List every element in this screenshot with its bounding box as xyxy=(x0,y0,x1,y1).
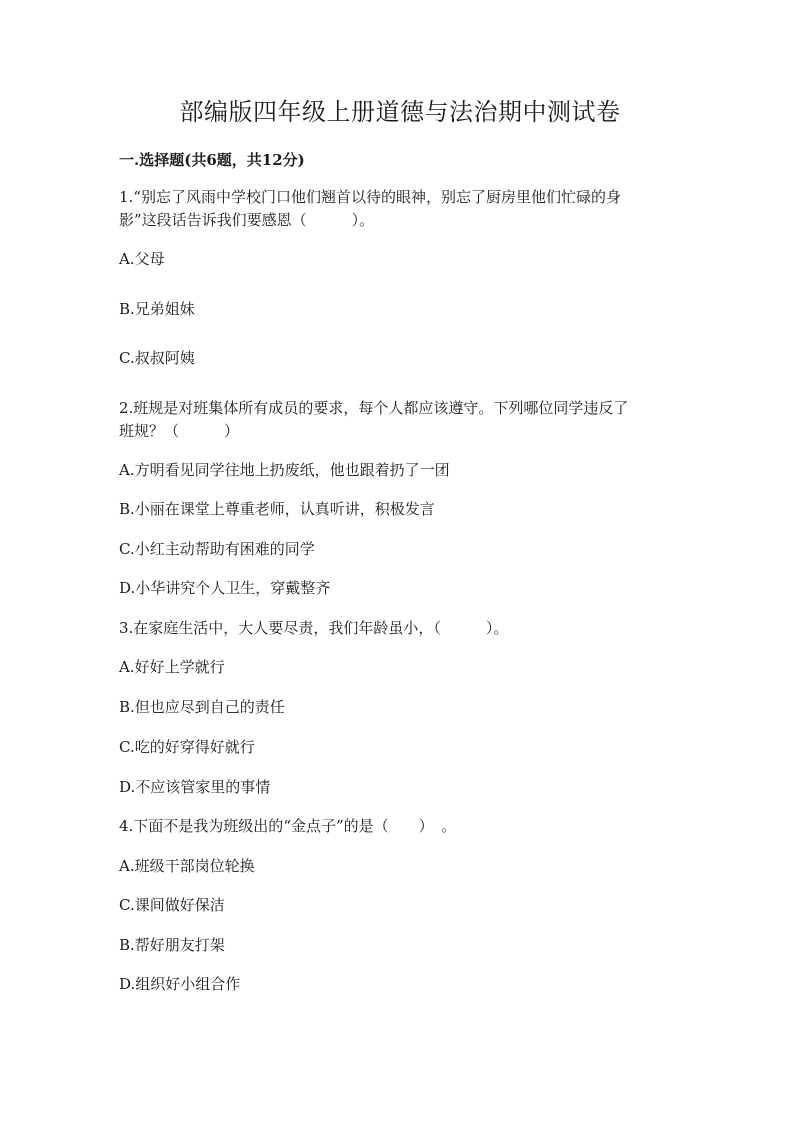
question-4-option-2: C.课间做好保洁 xyxy=(119,896,225,914)
question-2-option-a: A.方明看见同学往地上扔废纸，他也跟着扔了一团 xyxy=(119,461,450,479)
question-1-stem-line-1: 1.“别忘了风雨中学校门口他们翘首以待的眼神，别忘了厨房里他们忙碌的身 xyxy=(119,188,621,206)
question-1-option-c: C.叔叔阿姨 xyxy=(119,349,195,367)
question-3-option-c: C.吃的好穿得好就行 xyxy=(119,738,255,756)
question-2-stem-line-1: 2.班规是对班集体所有成员的要求，每个人都应该遵守。下列哪位同学违反了 xyxy=(119,399,629,417)
question-1-option-a: A.父母 xyxy=(119,250,165,268)
question-2-option-c: C.小红主动帮助有困难的同学 xyxy=(119,540,315,558)
question-3-option-d: D.不应该管家里的事情 xyxy=(119,778,271,796)
question-2-stem-line-2: 班规？（ ） xyxy=(119,422,240,440)
question-3-option-b: B.但也应尽到自己的责任 xyxy=(119,698,285,716)
question-4-stem: 4.下面不是我为班级出的“金点子”的是（ ） 。 xyxy=(119,817,457,835)
question-4-option-4: D.组织好小组合作 xyxy=(119,975,241,993)
section-heading: 一.选择题(共6题，共12分) xyxy=(119,151,305,169)
question-3-stem: 3.在家庭生活中，大人要尽责，我们年龄虽小，（ ）。 xyxy=(119,619,509,637)
question-4-option-1: A.班级干部岗位轮换 xyxy=(119,857,255,875)
question-4-option-3: B.帮好朋友打架 xyxy=(119,936,225,954)
page-title: 部编版四年级上册道德与法治期中测试卷 xyxy=(179,98,621,126)
question-1-option-b: B.兄弟姐妹 xyxy=(119,300,195,318)
question-1-stem-line-2: 影”这段话告诉我们要感恩（ ）。 xyxy=(119,211,375,229)
question-3-option-a: A.好好上学就行 xyxy=(119,658,225,676)
question-2-option-b: B.小丽在课堂上尊重老师，认真听讲，积极发言 xyxy=(119,500,435,518)
question-2-option-d: D.小华讲究个人卫生，穿戴整齐 xyxy=(119,579,331,597)
